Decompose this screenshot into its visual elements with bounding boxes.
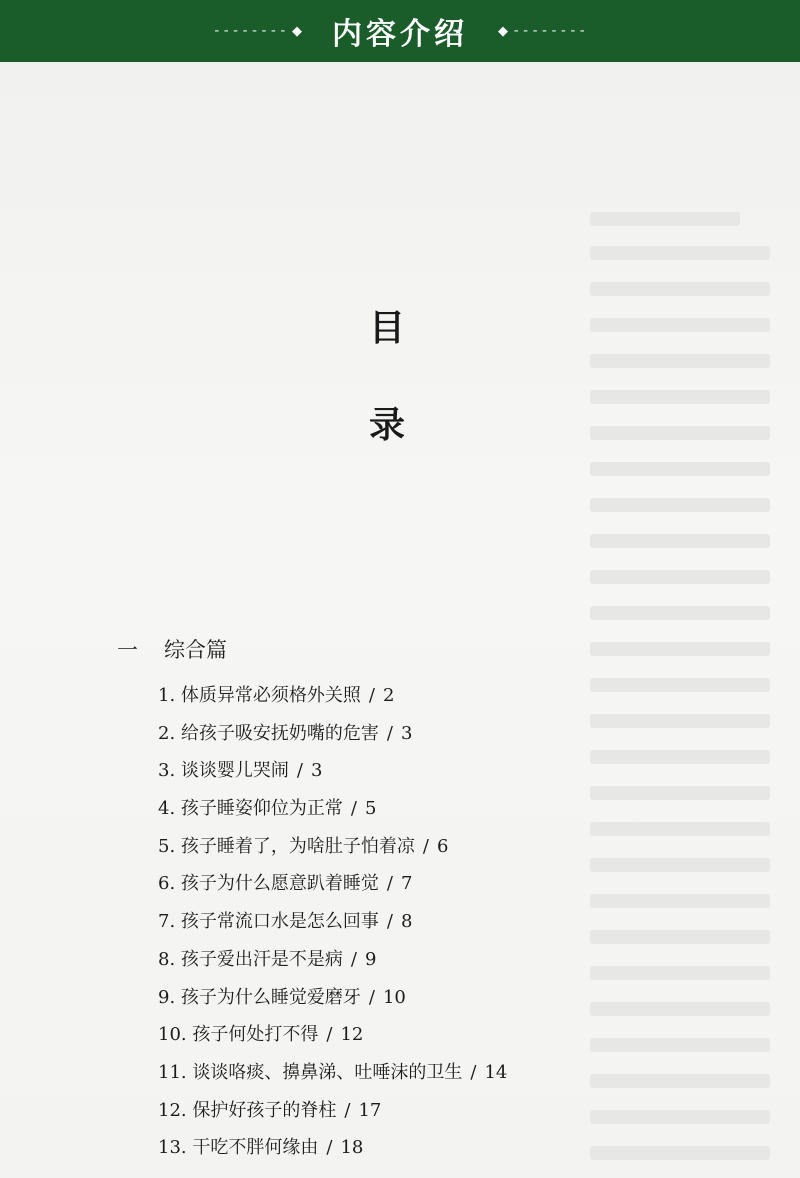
bleed-through-line [590, 1074, 770, 1088]
toc-item[interactable]: 12. 保护好孩子的脊柱 / 17 [158, 1099, 382, 1121]
section-number: 一 [117, 638, 138, 662]
toc-item[interactable]: 8. 孩子爱出汗是不是病 / 9 [158, 948, 377, 970]
header-banner [0, 0, 800, 62]
right-dash-decoration: -------- [512, 23, 588, 39]
bleed-through-line [590, 822, 770, 836]
bleed-through-line [590, 426, 770, 440]
diamond-icon: ◆ [292, 23, 302, 39]
toc-item[interactable]: 5. 孩子睡着了，为啥肚子怕着凉 / 6 [158, 835, 449, 857]
bleed-through-line [590, 570, 770, 584]
toc-item[interactable]: 10. 孩子何处打不得 / 12 [158, 1024, 364, 1046]
bleed-through-line [590, 606, 770, 620]
toc-item-page: 9 [364, 948, 377, 970]
toc-item-title: 9. 孩子为什么睡觉爱磨牙 [158, 986, 361, 1008]
toc-item-page: 18 [340, 1137, 364, 1159]
toc-item-page: 2 [382, 685, 395, 706]
toc-item-title: 3. 谈谈婴儿哭闹 [158, 760, 289, 782]
bleed-through-line [590, 786, 770, 800]
contents-heading-char-2: 录 [369, 405, 406, 446]
bleed-through-line [590, 858, 770, 872]
bleed-through-line [590, 212, 740, 226]
bleed-through-line [590, 282, 770, 296]
section-title: 综合篇 [164, 638, 227, 662]
bleed-through-line [590, 714, 770, 728]
toc-item-title: 11. 谈谈咯痰、擤鼻涕、吐唾沫的卫生 [158, 1061, 463, 1083]
section-heading [117, 634, 227, 664]
toc-item-page: 6 [436, 835, 449, 857]
diamond-icon: ◆ [498, 23, 508, 39]
toc-item-title: 1. 体质异常必须格外关照 [158, 685, 361, 706]
bleed-through-line [590, 534, 770, 548]
toc-item-page: 10 [382, 986, 406, 1008]
left-dash-decoration: -------- [212, 23, 288, 39]
toc-item[interactable]: 1. 体质异常必须格外关照 / 2 [158, 685, 395, 706]
bleed-through-line [590, 966, 770, 980]
toc-item-page: 8 [400, 911, 413, 933]
toc-item-title: 4. 孩子睡姿仰位为正常 [158, 798, 343, 820]
toc-item-title: 8. 孩子爱出汗是不是病 [158, 948, 343, 970]
toc-item-page: 17 [358, 1099, 382, 1121]
toc-item-page: 12 [340, 1024, 364, 1046]
toc-item-page: 3 [310, 760, 323, 782]
toc-item-page: 5 [364, 798, 377, 820]
toc-item-title: 10. 孩子何处打不得 [158, 1024, 319, 1046]
toc-item[interactable]: 6. 孩子为什么愿意趴着睡觉 / 7 [158, 873, 413, 895]
toc-item-title: 6. 孩子为什么愿意趴着睡觉 [158, 873, 379, 895]
bleed-through-line [590, 678, 770, 692]
bleed-through-line [590, 354, 770, 368]
toc-item[interactable]: 2. 给孩子吸安抚奶嘴的危害 / 3 [158, 722, 413, 744]
toc-item-title: 12. 保护好孩子的脊柱 [158, 1099, 337, 1121]
bleed-through-line [590, 318, 770, 332]
bleed-through-line [590, 246, 770, 260]
bleed-through-line [590, 462, 770, 476]
toc-item[interactable]: 7. 孩子常流口水是怎么回事 / 8 [158, 911, 413, 933]
bleed-through-line [590, 1002, 770, 1016]
bleed-through-line [590, 642, 770, 656]
toc-item[interactable]: 13. 干吃不胖何缘由 / 18 [158, 1137, 364, 1159]
bleed-through-line [590, 1110, 770, 1124]
bleed-through-line [590, 390, 770, 404]
toc-item[interactable]: 3. 谈谈婴儿哭闹 / 3 [158, 760, 323, 782]
toc-item[interactable]: 11. 谈谈咯痰、擤鼻涕、吐唾沫的卫生 / 14 [158, 1061, 508, 1083]
toc-item-page: 7 [400, 873, 413, 895]
banner-title: 内容介绍 [332, 17, 468, 52]
bleed-through-line [590, 750, 770, 764]
toc-item-title: 2. 给孩子吸安抚奶嘴的危害 [158, 722, 379, 744]
bleed-through-line [590, 894, 770, 908]
toc-item[interactable]: 4. 孩子睡姿仰位为正常 / 5 [158, 798, 377, 820]
bleed-through-line [590, 1038, 770, 1052]
toc-item-page: 3 [400, 722, 413, 744]
toc-item[interactable]: 9. 孩子为什么睡觉爱磨牙 / 10 [158, 986, 406, 1008]
toc-item-page: 14 [484, 1061, 508, 1083]
toc-list [158, 677, 507, 1167]
toc-item-title: 13. 干吃不胖何缘由 [158, 1137, 319, 1159]
contents-heading-char-1: 目 [369, 308, 406, 349]
bleed-through-line [590, 1146, 770, 1160]
bleed-through-line [590, 930, 770, 944]
toc-item-title: 5. 孩子睡着了，为啥肚子怕着凉 [158, 835, 415, 857]
bleed-through-line [590, 498, 770, 512]
toc-item-title: 7. 孩子常流口水是怎么回事 [158, 911, 379, 933]
